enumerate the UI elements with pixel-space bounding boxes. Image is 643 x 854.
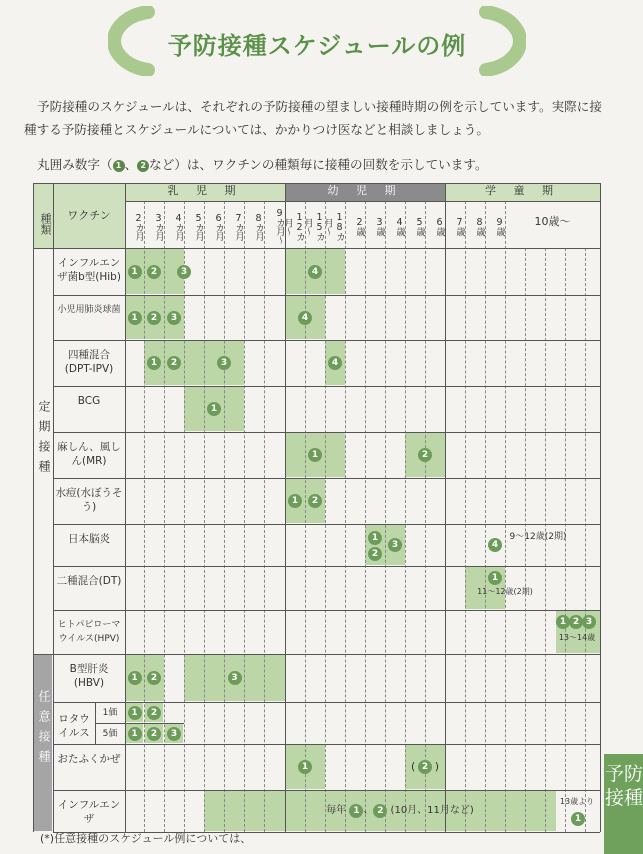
dose-number-icon: 2 [373,804,387,818]
side-tab [604,754,643,854]
grid-border [53,386,600,387]
month-header: 9歳 [494,216,505,236]
dose-number-icon: 3 [228,671,242,685]
dose-number-icon: 1 [349,804,363,818]
period-header-school: 学 童 期 [445,183,600,201]
page-title: 予防接種スケジュールの例 [167,32,467,60]
flu-main-after: (10月、11月など) [387,805,474,816]
month-header: 8歳 [474,216,485,236]
dose-number-icon: 4 [308,265,322,279]
dose-number-icon: 2 [569,615,583,629]
dose-number-icon: 1 [556,615,570,629]
annotation-flu-main [244,804,556,818]
month-header: 6カ月 [213,212,224,240]
dose-number-icon: 1 [308,448,322,462]
dose-number-icon: 2 [147,727,161,741]
month-header: 4カ月 [173,212,184,240]
vaccine-name-rota-5: 5価 [102,729,118,739]
month-header: 9カ月〜 [274,208,285,244]
dose-number-icon: 1 [128,265,142,279]
dose-number-icon: 2 [167,356,181,370]
grid-border [53,524,600,525]
dose-number-icon: 1 [298,760,312,774]
vaccine-name-rota-1: 1価 [102,708,118,718]
grid-border [53,610,600,611]
annotation-je-2nd: 9〜12歳(2期) [509,532,567,542]
vaccine-name-hbv: B型肝炎(HBV) [69,663,109,689]
grid-border [53,702,600,703]
side-tab-label: 予防接種 [604,763,643,809]
dose-number-icon: 3 [388,538,402,552]
month-header: 18カ月〜 [322,211,345,241]
circled-number-icon: 2 [137,160,149,172]
annotation-hpv: 13〜14歳 [558,633,596,642]
grid-border [53,432,600,433]
dose-number-icon: 1 [147,356,161,370]
month-header: 3歳 [374,216,385,236]
intro-text: 予防接種のスケジュールは、それぞれの予防接種の望ましい接種時期の例を示しています。実際に接種する予防接種とスケジュールについては、かかりつけ医などと相談しましょう。 [24,99,602,137]
month-header: 12カ月〜 [282,211,305,241]
vaccine-name-hpv: ヒトパピローマウイルス(HPV) [57,620,121,644]
vaccine-name-je: 日本脳炎 [68,533,110,545]
period-header-toddler: 幼 児 期 [285,183,445,201]
month-header: 6歳 [434,216,445,236]
month-header: 2カ月 [133,212,144,240]
dose-number-icon: 2 [147,671,161,685]
category-routine: 定期接種 [37,400,51,480]
dose-number-icon: 1 [128,671,142,685]
grid-border [53,790,600,791]
note-sep: 、 [124,157,138,172]
footnote: (*)任意接種のスケジュール例については、 [40,832,252,845]
dose-number-icon: 4 [328,356,342,370]
dose-number-icon: 3 [167,727,181,741]
grid-border [285,183,286,832]
dose-number-icon: 3 [582,615,596,629]
vaccine-name-mr: 麻しん、風しん(MR) [57,441,121,467]
dose-number-icon: 2 [308,494,322,508]
note-after: など）は、ワクチンの種類毎に接種の回数を示しています。 [149,157,488,172]
vaccine-name-bcg: BCG [77,395,101,407]
vaccine-name-hib: インフルエンザ菌b型(Hib) [57,257,121,283]
vaccine-name-dpt: 四種混合(DPT-IPV) [64,349,114,375]
grid-border [53,248,600,249]
month-header: 8カ月 [253,212,264,240]
dose-number-icon: 1 [571,812,585,826]
dose-number-icon: 1 [288,494,302,508]
month-header: 5歳 [414,216,425,236]
month-header: 7歳 [454,216,465,236]
grid-border [95,723,184,724]
vaccine-name-pcv: 小児用肺炎球菌 [57,305,121,315]
dose-number-icon: ( 2 ) [418,760,432,774]
grid-border [600,183,601,832]
flu-sep: 、 [363,805,374,816]
vaccine-name-mumps: おたふくかぜ [57,753,121,765]
month-header: 10歳〜 [534,215,571,228]
vaccine-name-varicella: 水痘(水ぼうそう) [55,487,123,513]
dose-number-icon: 3 [167,311,181,325]
dose-number-icon: 1 [128,706,142,720]
grid-border [53,295,600,296]
vaccine-name-flu: インフルエンザ [57,799,121,825]
vaccine-name-dt: 二種混合(DT) [56,575,122,587]
vaccine-name-rota: ロタウイルス [58,713,90,739]
dose-number-icon: 2 [368,547,382,561]
flu-main-label: 毎年 [326,805,350,816]
grid-border [53,340,600,341]
dose-number-icon: 1 [128,311,142,325]
grid-border [53,566,600,567]
dose-number-icon: 2 [147,311,161,325]
month-header: 7カ月 [233,212,244,240]
period-header-infant: 乳 児 期 [125,183,285,201]
annotation-flu-13: 13歳より [559,797,595,806]
header-kind: 種類 [39,212,52,235]
grid-border [445,183,446,832]
dose-number-icon: 1 [368,531,382,545]
dose-number-icon: 2 [147,706,161,720]
month-header: 3カ月 [153,212,164,240]
month-header: 4歳 [394,216,405,236]
dose-number-icon: 1 [207,402,221,416]
circled-number-icon: 1 [113,160,125,172]
annotation-dt: 11〜12歳(2期) [477,587,533,596]
grid-border [53,478,600,479]
dose-number-icon: 3 [217,356,231,370]
dose-number-icon: 2 [147,265,161,279]
month-header: 2歳 [354,216,365,236]
dose-number-icon: 1 [128,727,142,741]
month-header: 5カ月 [193,212,204,240]
grid-border [53,744,600,745]
month-header: 15カ月〜 [302,211,325,241]
grid-border [53,183,54,832]
dose-number-icon: 4 [488,538,502,552]
dose-number-icon: 4 [298,311,312,325]
dose-number-icon: 2 [418,448,432,462]
dose-number-icon: 1 [488,571,502,585]
header-vaccine: ワクチン [67,209,111,222]
grid-border [125,201,600,202]
grid-border [33,183,600,184]
note-before: 丸囲み数字（ [37,157,113,172]
grid-border [125,183,126,832]
dose-number-icon: 3 [177,265,191,279]
grid-border [33,654,600,655]
category-optional: 任意接種 [37,690,51,770]
